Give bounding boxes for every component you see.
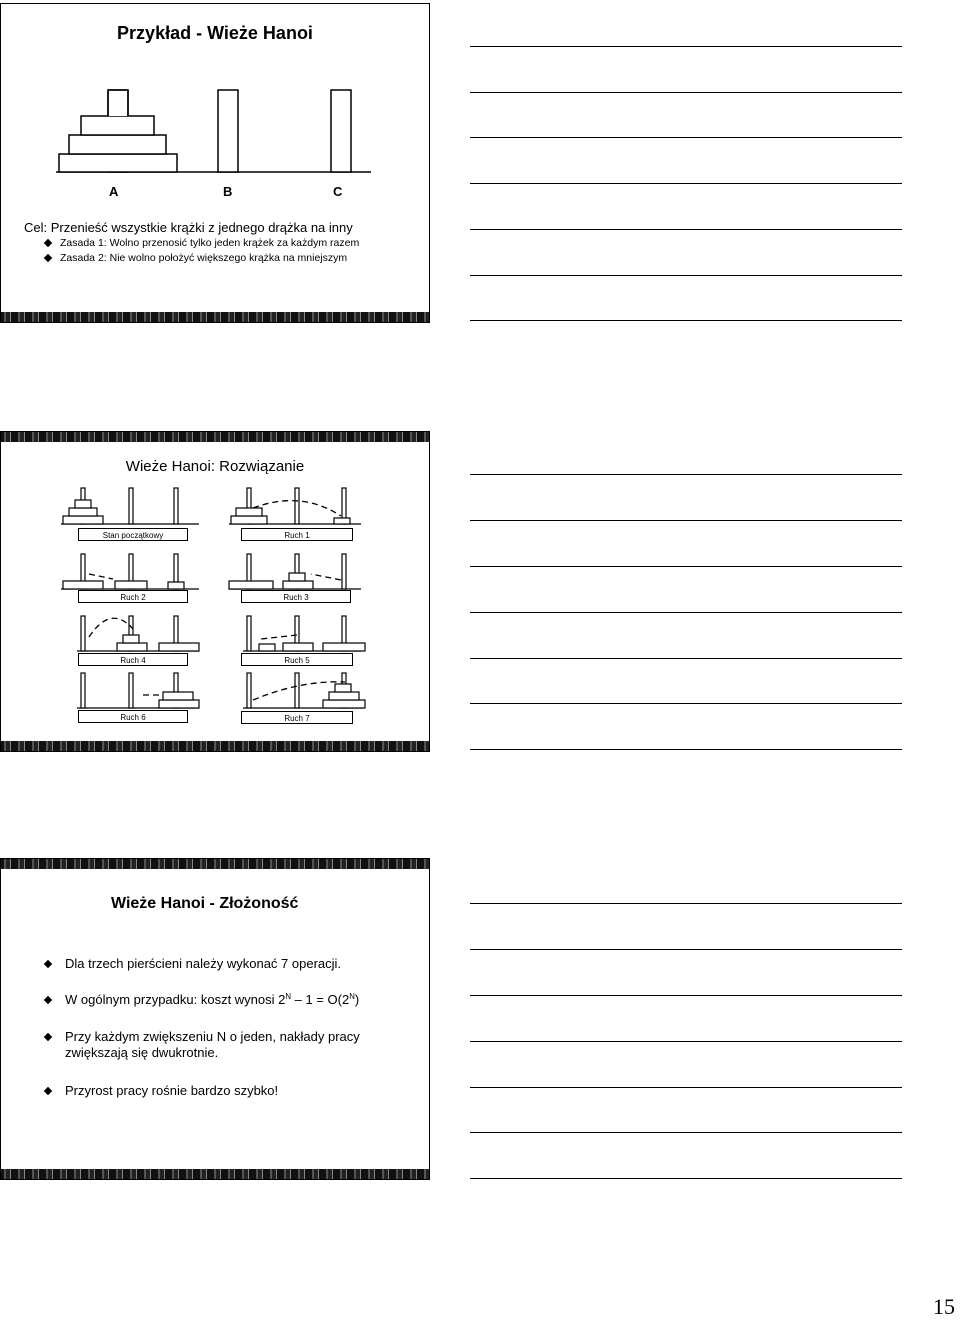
- slide-3: [0, 858, 430, 1180]
- notes-line: [470, 1087, 902, 1088]
- notes-line: [470, 1178, 902, 1179]
- slide-1: [0, 3, 430, 323]
- slide-2-title: Wieże Hanoi: Rozwiązanie: [125, 458, 305, 475]
- diamond-bullet-icon: [44, 239, 52, 247]
- caption-move-6: Ruch 6: [78, 710, 188, 723]
- notes-line: [470, 749, 902, 750]
- complexity-bullet-4: Przyrost pracy rośnie bardzo szybko!: [45, 1083, 278, 1098]
- notes-line: [470, 183, 902, 184]
- disk-medium: [69, 135, 166, 154]
- rule-1: Zasada 1: Wolno przenosić tylko jeden krążek za każdym razem: [45, 237, 359, 249]
- complexity-bullet-1: Dla trzech pierścieni należy wykonać 7 operacji.: [45, 956, 341, 971]
- notes-line: [470, 1132, 902, 1133]
- page-number: 15: [933, 1294, 955, 1319]
- peg-label-b: B: [223, 184, 233, 199]
- diamond-bullet-icon: [44, 1033, 52, 1041]
- slide-header-bar: [1, 859, 429, 869]
- notes-line: [470, 703, 902, 704]
- notes-line: [470, 320, 902, 321]
- complexity-bullet-2: W ogólnym przypadku: koszt wynosi $2^N - 1 = O(2^N)$: [45, 992, 359, 1007]
- solution-steps-illustration: [1, 432, 431, 732]
- rule-2: Zasada 2: Nie wolno położyć większego krążka na mniejszym: [45, 252, 347, 264]
- notes-line: [470, 46, 902, 47]
- notes-line: [470, 137, 902, 138]
- peg-label-a: A: [109, 184, 119, 199]
- caption-move-3: Ruch 3: [241, 590, 351, 603]
- notes-line: [470, 658, 902, 659]
- slide-footer-bar: [1, 741, 429, 751]
- peg-c: [331, 90, 351, 172]
- peg-b: [218, 90, 238, 172]
- caption-move-7: Ruch 7: [241, 711, 353, 724]
- disk-large: [59, 154, 177, 172]
- notes-line: [470, 949, 902, 950]
- slide-1-title: Przykład - Wieże Hanoi: [117, 23, 313, 43]
- caption-move-1: Ruch 1: [241, 528, 353, 541]
- caption-move-5: Ruch 5: [241, 653, 353, 666]
- disk-small: [81, 116, 154, 135]
- notes-line: [470, 903, 902, 904]
- slide-2: [0, 431, 430, 752]
- notes-line: [470, 275, 902, 276]
- complexity-bullet-3: Przy każdym zwiększeniu N o jeden, nakłady pracy zwiększają się dwukrotnie.: [45, 1029, 405, 1061]
- slide-footer-bar: [1, 1169, 429, 1179]
- diamond-bullet-icon: [44, 996, 52, 1004]
- caption-move-2: Ruch 2: [78, 590, 188, 603]
- diamond-bullet-icon: [44, 1087, 52, 1095]
- slide-footer-bar: [1, 312, 429, 322]
- notes-line: [470, 229, 902, 230]
- diamond-bullet-icon: [44, 254, 52, 262]
- caption-initial: Stan początkowy: [78, 528, 188, 541]
- goal-text: Cel: Przenieść wszystkie krążki z jednego drążka na inny: [24, 220, 353, 235]
- notes-line: [470, 520, 902, 521]
- caption-move-4: Ruch 4: [78, 653, 188, 666]
- diamond-bullet-icon: [44, 960, 52, 968]
- notes-line: [470, 566, 902, 567]
- notes-line: [470, 474, 902, 475]
- slide-3-title: Wieże Hanoi - Złożoność: [111, 895, 299, 912]
- peg-label-c: C: [333, 184, 343, 199]
- notes-line: [470, 92, 902, 93]
- notes-line: [470, 612, 902, 613]
- notes-line: [470, 995, 902, 996]
- notes-line: [470, 1041, 902, 1042]
